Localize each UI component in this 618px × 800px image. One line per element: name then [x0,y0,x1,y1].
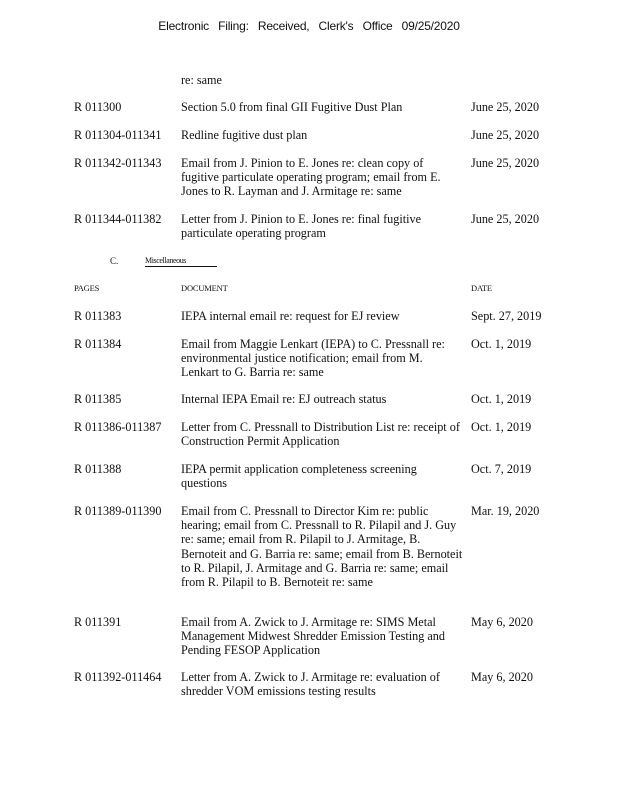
section-letter: C. [110,256,119,266]
page-range: R 011342-011343 [74,156,162,170]
filing-header: Electronic Filing: Received, Clerk's Office 09/25/2020 [158,19,460,33]
page-range: R 011391 [74,615,122,629]
page-range: R 011389-011390 [74,504,162,518]
document-description: Letter from C. Pressnall to Distribution List re: receipt of Construction Permit Application [181,420,460,449]
document-date: May 6, 2020 [471,670,533,684]
document-description: Email from A. Zwick to J. Armitage re: SIMS Metal Management Midwest Shredder Emission Testing and Pending FESOP Application [181,615,445,658]
document-description: IEPA permit application completeness screening questions [181,462,417,491]
document-date: Oct. 1, 2019 [471,337,532,351]
page-range: R 011344-011382 [74,212,162,226]
document-description: Redline fugitive dust plan [181,128,308,142]
page-range: R 011388 [74,462,122,476]
column-header-date: DATE [471,283,492,293]
page-range: R 011300 [74,100,122,114]
document-date: May 6, 2020 [471,615,533,629]
document-date: June 25, 2020 [471,212,540,226]
document-date: Oct. 1, 2019 [471,420,532,434]
document-date: Sept. 27, 2019 [471,309,542,323]
document-date: Oct. 7, 2019 [471,462,532,476]
continued-text: re: same [181,73,222,87]
document-description: Letter from A. Zwick to J. Armitage re: evaluation of shredder VOM emissions testing results [181,670,440,699]
page-range: R 011385 [74,392,122,406]
document-description: Email from C. Pressnall to Director Kim re: public hearing; email from C. Pressnall to R. Pilapil and J. Guy re: same; email from R. Pilapil to J. Armitage, B. Bernoteit and G. Barria re: same; email from B. Bernoteit to R. Pilapil, J. Armitage and G. Barria re: same; email from R. Pilapil to B. Bernoteit re: same [181,504,463,590]
page-range: R 011304-011341 [74,128,162,142]
column-header-document: DOCUMENT [181,283,228,293]
document-description: Internal IEPA Email re: EJ outreach status [181,392,387,406]
page-range: R 011386-011387 [74,420,162,434]
document-description: Email from J. Pinion to E. Jones re: clean copy of fugitive particulate operating program; email from E. Jones to R. Layman and J. Armitage re: same [181,156,441,199]
document-description: IEPA internal email re: request for EJ review [181,309,400,323]
document-date: Oct. 1, 2019 [471,392,532,406]
document-date: June 25, 2020 [471,156,540,170]
section-title: Miscellaneous [145,256,217,267]
document-date: June 25, 2020 [471,128,540,142]
page-range: R 011383 [74,309,122,323]
document-description: Email from Maggie Lenkart (IEPA) to C. Pressnall re: environmental justice notification; email from M. Lenkart to G. Barria re: same [181,337,445,380]
page-range: R 011384 [74,337,122,351]
page-range: R 011392-011464 [74,670,162,684]
document-description: Section 5.0 from final GII Fugitive Dust Plan [181,100,403,114]
column-header-pages: PAGES [74,283,100,293]
document-date: Mar. 19, 2020 [471,504,540,518]
document-description: Letter from J. Pinion to E. Jones re: final fugitive particulate operating program [181,212,421,241]
document-date: June 25, 2020 [471,100,540,114]
